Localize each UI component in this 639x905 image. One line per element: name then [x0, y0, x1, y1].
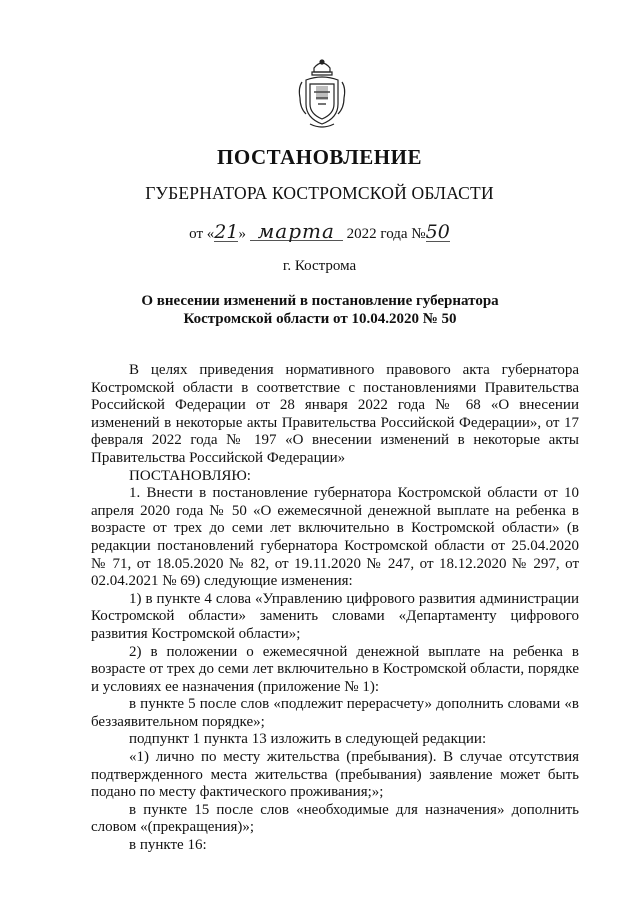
point-16-paragraph: в пункте 16: [129, 837, 207, 854]
city-line: г. Кострома [282, 258, 357, 274]
coat-of-arms-emblem [296, 58, 348, 130]
resolve-paragraph: ПОСТАНОВЛЯЮ: [129, 467, 251, 484]
point-13-paragraph: подпункт 1 пункта 13 изложить в следующей редакции: [129, 731, 487, 748]
heading-line-1: О внесении изменений в постановление губернатора [141, 293, 499, 309]
handwritten-month: марта [250, 222, 343, 241]
subclause-2-paragraph: 2) в положении о ежемесячной денежной выплате на ребенка в возрасте от трех до семи лет включительно в Костромской области, порядке и условиях ее назначения (приложение № 1): [91, 643, 579, 695]
clause-1-paragraph: 1. Внести в постановление губернатора Костромской области от 10 апреля 2020 года № 50 «О ежемесячной денежной выплате на ребенка в возрасте от трех до семи лет включительно в Костромской области» (в редакции постановлений губернатора Костромской области от 25.04.2020 № 71, от 18.05.2020 № 82, от 19.11.2020 № 247, от 18.12.2020 № 297, от 02.04.2021 № 69) следующие изменения: [91, 485, 579, 590]
point-15-paragraph: в пункте 15 после слов «необходимые для назначения» дополнить словом «(прекращения)»; [91, 801, 579, 836]
handwritten-number: 50 [425, 221, 450, 243]
issuer-subtitle: ГУБЕРНАТОРА КОСТРОМСКОЙ ОБЛАСТИ [145, 183, 494, 203]
document-type-title: ПОСТАНОВЛЕНИЕ [217, 145, 422, 169]
point-13-text-paragraph: «1) лично по месту жительства (пребывания). В случае отсутствия подтвержденного места жительства (пребывания) заявление может быть подано по месту фактического проживания;»; [91, 749, 579, 801]
heading-line-2: Костромской области от 10.04.2020 № 50 [183, 311, 457, 327]
date-prefix: от « [189, 226, 215, 242]
handwritten-day: 21 [214, 221, 239, 243]
point-5-paragraph: в пункте 5 после слов «подлежит перерасчету» дополнить словами «в беззаявительном порядке»; [91, 696, 579, 730]
date-year-text: 2022 года № [346, 226, 426, 242]
document-body [91, 362, 579, 855]
preamble-paragraph: В целях приведения нормативного правового акта губернатора Костромской области в соответствие с постановлениями Правительства Российской Федерации от 28 января 2022 года № 68 «О внесении изменений в некоторые акты Правительства Российской Федерации», от 17 февраля 2022 года № 197 «О внесении изменений в некоторые акты Правительства Российской Федерации» [91, 362, 579, 466]
date-number-line [0, 219, 639, 243]
subclause-1-paragraph: 1) в пункте 4 слова «Управлению цифрового развития администрации Костромской области» заменить словами «Департаменту цифрового развития Костромской области»; [91, 590, 579, 642]
document-heading [120, 292, 520, 328]
date-mid: » [238, 226, 246, 242]
